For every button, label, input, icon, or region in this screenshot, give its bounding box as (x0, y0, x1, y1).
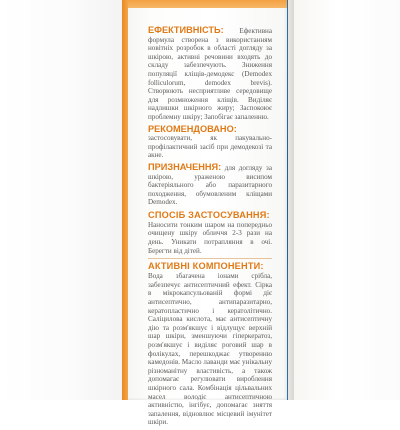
section-effectiveness (148, 26, 272, 122)
section-text (148, 26, 272, 122)
section-body: Вода збагачена іонами срібла, забезпечує антисептичний ефект. Сірка в мікрокапсульованій формі діє антисептично, антипаразитарно, кератопластично і кератолітично. Саліцилова кислота, має антисептичну дію та розм'якшує і відлущує верхній шар шкіри, зменшуючи гіперкератоз, розм'якшує і виділяє роговий шар в фолікулах, перешкоджає утворенню камедонів. Масло лаванди має унікальну різноманітну властивість, а також допомагає регулювати вироблення шкірного сала. Комбінація цільвальних масел володіє антисептичною активністю, інгібує, допомагає зняття запалення, відновлює місцевий імунітет шкіри. (148, 272, 272, 427)
section-heading: АКТИВНІ КОМПОНЕНТИ: (148, 261, 264, 272)
section-text (148, 163, 272, 207)
section-heading: СПОСІБ ЗАСТОСУВАННЯ: (148, 209, 270, 220)
section-body: для догляду за шкірою, ураженою висипом бактеріяльного або паразитарного походження, обумовленим кліщами Demodex. (148, 163, 272, 207)
product-info-panel (148, 26, 272, 430)
box-orange-edge-left (122, 0, 128, 400)
section-heading: ЕФЕКТИВНІСТЬ: (148, 25, 224, 35)
section-body: Наносити тонким шаром на попередньо очищену шкіру обличчя 2-3 рази на день. Уникати потрапляння в очі. Берегти від дітей. (148, 220, 272, 255)
section-divider (148, 258, 272, 259)
background-right (294, 0, 400, 400)
background-left (0, 0, 122, 400)
section-usage (148, 210, 272, 255)
section-purpose (148, 163, 272, 207)
section-body: застосовувати, як пакувально-профілактичний засіб при демодекозі та акне. (148, 134, 272, 160)
box-orange-top (128, 0, 294, 8)
section-text (148, 125, 272, 160)
section-active-components (148, 261, 272, 427)
section-heading: ПРИЗНАЧЕННЯ: (148, 161, 222, 172)
section-heading: РЕКОМЕНДОВАНО: (148, 123, 237, 134)
section-recommended (148, 125, 272, 160)
section-body: Ефективна формула створена з використанням новітніх розробок в області догляду за шкірою, активні речовини входять до складу забезпечують. Зниження популяції кліщів-демодекс (Demodex folliculorum, demodex brevis). Створюють несприятливе середовище для розмноження кліщів. Виділяє надлишки шкірного жиру; Заспокоює проблемну шкіру; Запобігає запаленню. (148, 27, 272, 121)
